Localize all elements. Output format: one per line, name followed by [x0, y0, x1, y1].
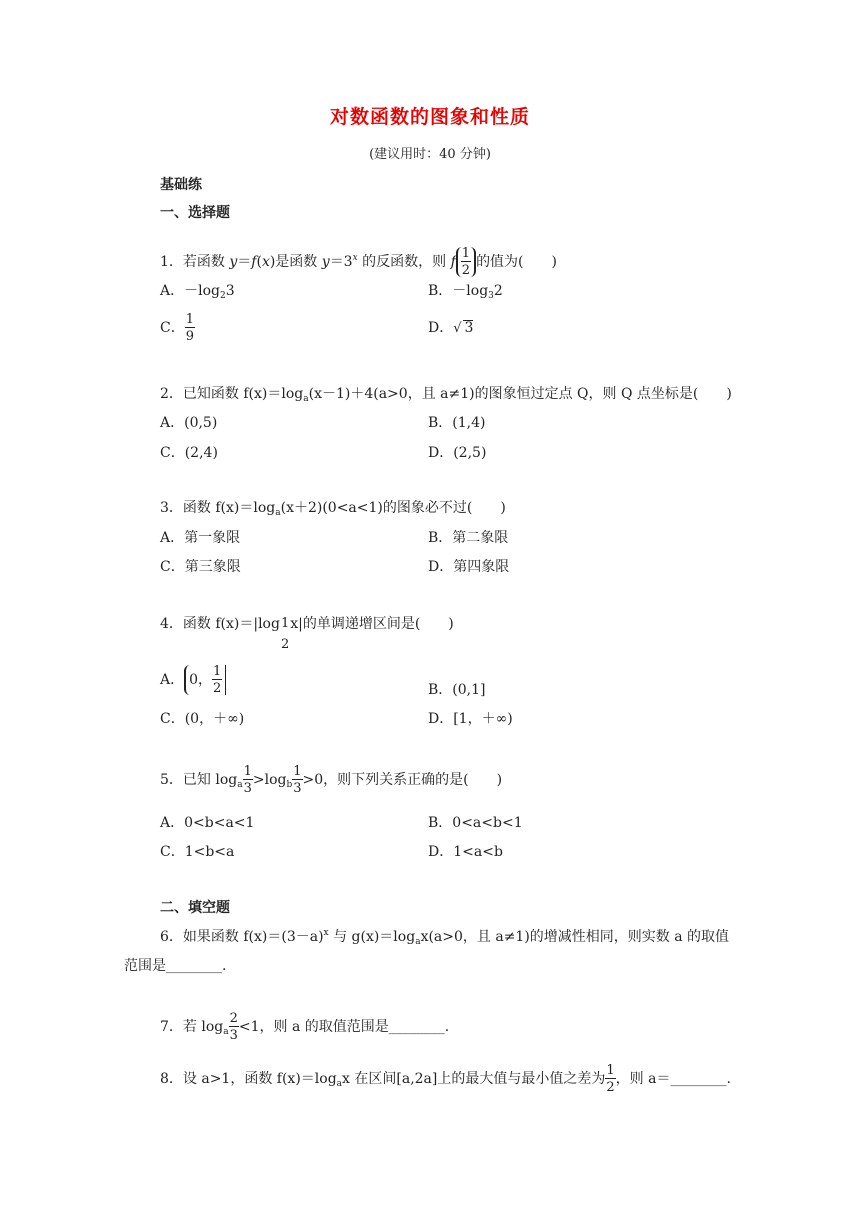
q1-option-a[interactable]: A．$-\log_23$ — [160, 283, 235, 301]
page-title: 对数函数的图象和性质 — [329, 106, 530, 128]
q3-option-c[interactable]: C．第三象限 — [160, 559, 241, 575]
q4-option-d[interactable]: D．[1，＋∞) — [428, 711, 513, 727]
q2-option-d[interactable]: D．(2,5) — [428, 445, 487, 461]
section-choice-heading: 一、选择题 — [160, 205, 230, 221]
q2-option-b[interactable]: B．(1,4) — [428, 415, 486, 431]
q1-option-b[interactable]: B．$-\log_32$ — [428, 283, 503, 301]
question-6-blank-line[interactable]: 范围是________. — [124, 958, 227, 974]
q3-option-b[interactable]: B．第二象限 — [428, 530, 509, 546]
q5-option-a[interactable]: A．0<b<a<1 — [160, 815, 255, 831]
question-8-stem: 8．设 a>1，函数 $f(x)=\log_ax$ 在区间[a,2a]上的最大值与最小值之差为 $\frac{1}{2}$ ，则 a＝________. — [160, 1063, 731, 1095]
question-2-stem: 2．已知函数 $f(x)=\log_a(x-1)+4(a>0$，且 a≠1)的图象恒过定点 Q，则 Q 点坐标是( ) — [160, 386, 732, 404]
question-7-stem: 7．若 $\log_a$ $\frac{2}{3}$ <1，则 a 的取值范围是________. — [160, 1011, 450, 1043]
question-3-stem: 3．函数 $f(x)=\log_a(x+2)(0<a<1)$的图象必不过( ) — [160, 500, 506, 518]
q2-option-c[interactable]: C．(2,4) — [160, 445, 218, 461]
q4-option-b[interactable]: B．(0,1] — [428, 682, 486, 698]
q1-option-c[interactable]: C． $\frac{1}{9}$ — [160, 312, 194, 344]
q3-option-a[interactable]: A．第一象限 — [160, 530, 241, 546]
bracket: $\frac{1}{2}$ — [456, 247, 476, 277]
q1-option-d[interactable]: D．√ 3 — [428, 320, 474, 336]
q3-option-d[interactable]: D．第四象限 — [428, 559, 510, 575]
q5-option-d[interactable]: D．1<a<b — [428, 844, 503, 860]
time-suggestion: (建议用时：40 分钟) — [369, 147, 491, 162]
question-4-stem: 4．函数 f(x)＝|log 1 2 x|的单调递增区间是( ) — [160, 616, 454, 652]
q4-option-c[interactable]: C．(0，＋∞) — [160, 711, 245, 727]
level-heading: 基础练 — [160, 177, 202, 193]
section-fill-heading: 二、填空题 — [160, 900, 230, 916]
q4-option-a[interactable]: A． 0， $\frac{1}{2}$ — [160, 665, 226, 695]
question-6-stem: 6．如果函数 $f(x)=(3-a)^x$ 与 $g(x)=\log_ax(a>0$，且 a≠1)的增减性相同，则实数 a 的取值 — [160, 928, 730, 947]
q5-option-c[interactable]: C．1<b<a — [160, 844, 235, 860]
question-5-stem: 5．已知 $\log_a$ $\frac{1}{3}$ $>\log_b$ $\frac{1}{3}$ >0，则下列关系正确的是( ) — [160, 764, 503, 796]
q2-option-a[interactable]: A．(0,5) — [160, 415, 218, 431]
question-1-stem: 1．若函数 y＝f(x)是函数 $y=3^x$ 的反函数，则 f $\frac{1}{2}$ 的值为( ) — [160, 246, 557, 278]
q5-option-b[interactable]: B．0<a<b<1 — [428, 815, 523, 831]
